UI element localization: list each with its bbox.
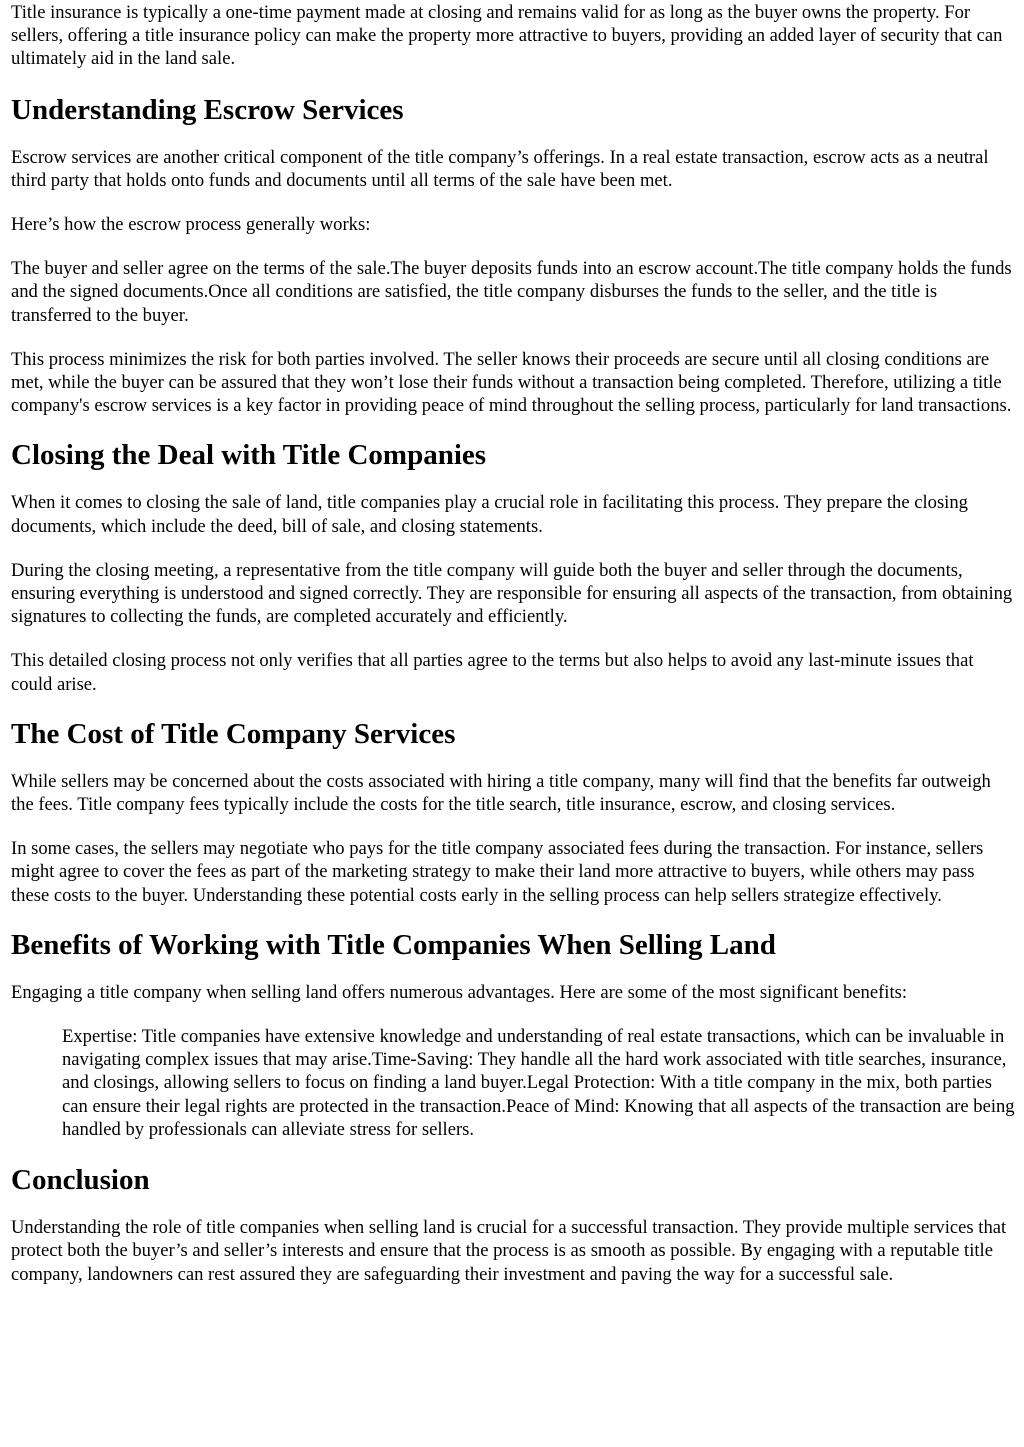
cost-paragraph-2: In some cases, the sellers may negotiate who pays for the title company associated fees during the transaction. For instance, sellers might agree to cover the fees as part of the marketing strategy to make their land more attractive to buyers, while others may pass these costs to the buyer. Understanding these potential costs early in the selling process can help sellers strategize effectively. [11, 838, 984, 906]
escrow-paragraph-3: The buyer and seller agree on the terms of the sale.The buyer deposits funds into an escrow account.The title company holds the funds and the signed documents.Once all conditions are satisfied, the title company disburses the funds to the seller, and the title is transferred to the buyer. [11, 258, 1012, 326]
heading-cost: The Cost of Title Company Services [11, 717, 456, 750]
benefits-paragraph-1: Engaging a title company when selling land offers numerous advantages. Here are some of the most significant benefits: [11, 981, 908, 1003]
article-body [0, 1, 1024, 1286]
closing-paragraph-1: When it comes to closing the sale of land, title companies play a crucial role in facilitating this process. They prepare the closing documents, which include the deed, bill of sale, and closing statements. [11, 492, 968, 537]
closing-paragraph-2: During the closing meeting, a representative from the title company will guide both the buyer and seller through the documents, ensuring everything is understood and signed correctly. They are responsible for ensuring all aspects of the transaction, from obtaining signatures to collecting the funds, are completed accurately and efficiently. [11, 559, 1013, 628]
cost-paragraph-1: While sellers may be concerned about the costs associated with hiring a title company, many will find that the benefits far outweigh the fees. Title company fees typically include the costs for the title search, title insurance, escrow, and closing services. [11, 770, 991, 816]
escrow-paragraph-2: Here’s how the escrow process generally works: [11, 214, 371, 236]
escrow-paragraph-4: This process minimizes the risk for both parties involved. The seller knows their proceeds are secure until all closing conditions are met, while the buyer can be assured that they won’t lose their funds without a transaction being completed. Therefore, utilizing a title company's escrow services is a key factor in providing peace of mind throughout the selling process, particularly for land transactions. [11, 348, 1012, 417]
benefits-quote: Expertise: Title companies have extensive knowledge and understanding of real estate transactions, which can be invaluable in navigating complex issues that may arise.Time-Saving: They handle all the hard work associated with title searches, insurance, and closings, allowing sellers to focus on finding a land buyer.Legal Protection: With a title company in the mix, both parties can ensure their legal rights are protected in the transaction.Peace of Mind: Knowing that all aspects of the transaction are being handled by professionals can alleviate stress for sellers. [62, 1026, 1015, 1140]
heading-conclusion: Conclusion [11, 1164, 150, 1197]
escrow-paragraph-1: Escrow services are another critical component of the title company’s offerings. In a real estate transaction, escrow acts as a neutral third party that holds onto funds and documents until all terms of the sale have been met. [11, 146, 989, 191]
heading-closing: Closing the Deal with Title Companies [11, 439, 487, 472]
conclusion-paragraph: Understanding the role of title companies when selling land is crucial for a successful transaction. They provide multiple services that protect both the buyer’s and seller’s interests and ensure that the process is as smooth as possible. By engaging with a reputable title company, landowners can rest assured they are safeguarding their investment and paving the way for a successful sale. [11, 1217, 1007, 1285]
closing-paragraph-3: This detailed closing process not only verifies that all parties agree to the terms but also helps to avoid any last-minute issues that could arise. [11, 650, 974, 695]
heading-escrow: Understanding Escrow Services [11, 93, 404, 126]
intro-paragraph: Title insurance is typically a one-time payment made at closing and remains valid for as long as the buyer owns the property. For sellers, offering a title insurance policy can make the property more attractive to buyers, providing an added layer of security that can ultimately aid in the land sale. [11, 2, 1003, 70]
heading-benefits: Benefits of Working with Title Companies When Selling Land [11, 928, 776, 961]
